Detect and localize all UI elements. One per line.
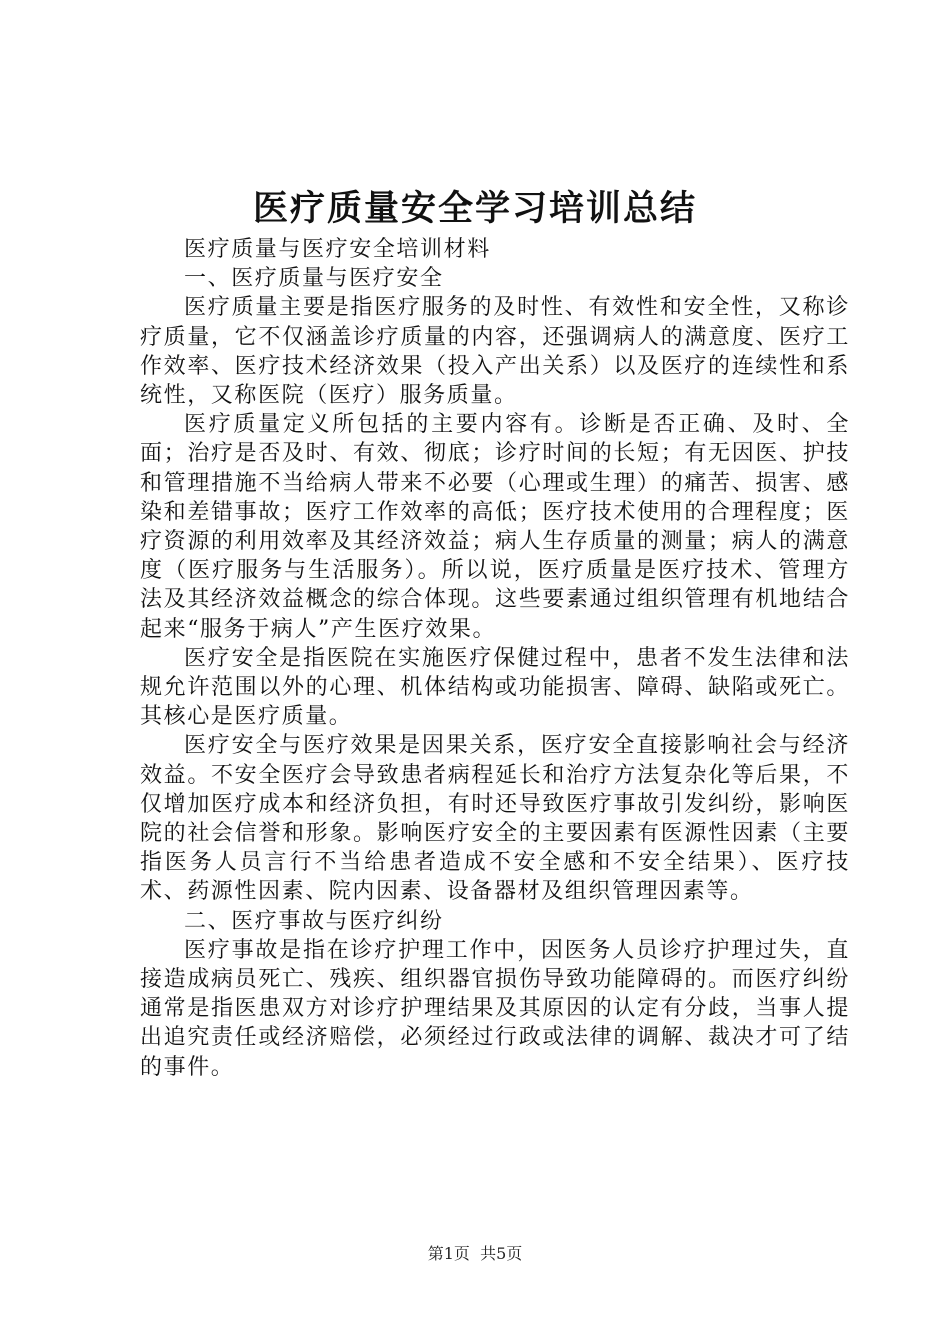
page-footer <box>0 1244 950 1264</box>
document-title: 医疗质量安全学习培训总结 <box>252 189 697 229</box>
paragraph: 医疗质量主要是指医疗服务的及时性、有效性和安全性，又称诊疗质量，它不仅涵盖诊疗质量的内容，还强调病人的满意度、医疗工作效率、医疗技术经济效果（投入产出关系）以及医疗的连续性和系统性，又称医院（医疗）服务质量。 <box>140 295 850 409</box>
page-total: 共5页 <box>480 1244 523 1263</box>
paragraph: 医疗质量定义所包括的主要内容有。诊断是否正确、及时、全面；治疗是否及时、有效、彻底；诊疗时间的长短；有无因医、护技和管理措施不当给病人带来不必要（心理或生理）的痛苦、损害、感染和差错事故；医疗工作效率的高低；医疗技术使用的合理程度；医疗资源的利用效率及其经济效益；病人生存质量的测量；病人的满意度（医疗服务与生活服务）。所以说，医疗质量是医疗技术、管理方法及其经济效益概念的综合体现。这些要素通过组织管理有机地结合起来“服务于病人”产生医疗效果。 <box>140 412 850 642</box>
section-heading-2: 二、医疗事故与医疗纠纷 <box>184 908 444 934</box>
paragraph: 医疗安全与医疗效果是因果关系，医疗安全直接影响社会与经济效益。不安全医疗会导致患者病程延长和治疗方法复杂化等后果，不仅增加医疗成本和经济负担，有时还导致医疗事故引发纠纷，影响医院的社会信誉和形象。影响医疗安全的主要因素有医源性因素（主要指医务人员言行不当给患者造成不安全感和不安全结果）、医疗技术、药源性因素、院内因素、设备器材及组织管理因素等。 <box>140 733 850 905</box>
page-number: 第1页 <box>427 1244 470 1263</box>
paragraph: 医疗事故是指在诊疗护理工作中，因医务人员诊疗护理过失，直接造成病员死亡、残疾、组织器官损伤导致功能障碍的。而医疗纠纷通常是指医患双方对诊疗护理结果及其原因的认定有分歧，当事人提出追究责任或经济赔偿，必须经过行政或法律的调解、裁决才可了结的事件。 <box>140 937 850 1080</box>
section-heading-1: 一、医疗质量与医疗安全 <box>184 266 444 292</box>
document-body <box>140 235 850 1082</box>
paragraph: 医疗安全是指医院在实施医疗保健过程中，患者不发生法律和法规允许范围以外的心理、机体结构或功能损害、障碍、缺陷或死亡。其核心是医疗质量。 <box>140 645 850 730</box>
paragraph-subtitle: 医疗质量与医疗安全培训材料 <box>184 237 491 262</box>
